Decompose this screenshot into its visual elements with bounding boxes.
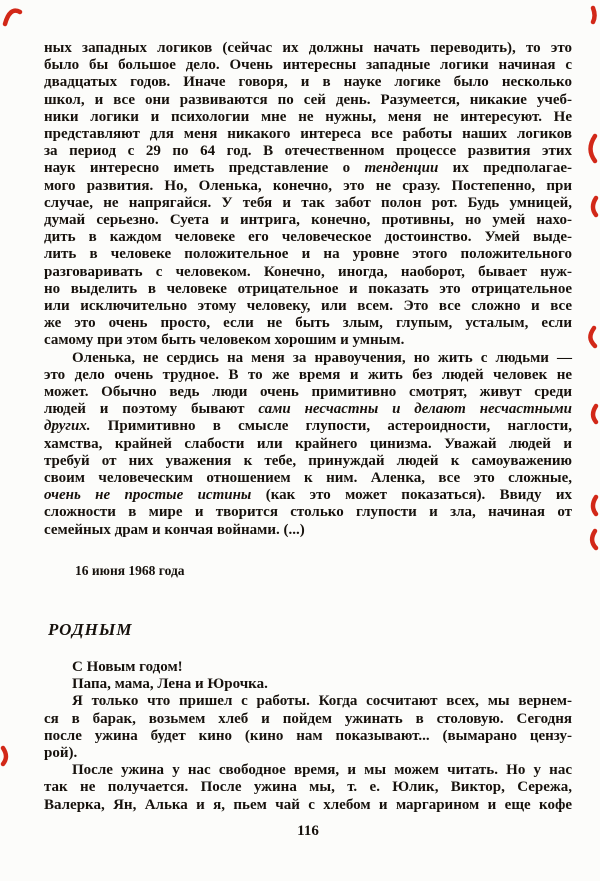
text-line: сложности в мире и творится столько глупости и зла, начиная от <box>44 504 572 521</box>
right-mark-3-red-mark <box>590 328 595 346</box>
text-line: это дело очень трудное. В то же время и жить без людей человек не <box>44 366 572 383</box>
text-line: людей и поэтому бывают сами несчастны и делают несчастными <box>44 401 572 418</box>
text-line: очень не простые истины (как это может показаться). Ввиду их <box>44 487 572 504</box>
right-mark-4-red-mark <box>593 406 596 422</box>
text-line: представляют для меня никакого интереса все работы наших логиков <box>44 126 572 143</box>
text-line: школ, и все они развиваются по сей день. Разумеется, никакие учеб- <box>44 91 572 108</box>
text-line: С Новым годом! <box>72 659 183 675</box>
italic-phrase: тенденции <box>364 160 439 177</box>
text-line: ных западных логиков (сейчас их должны начать переводить), то это <box>44 40 572 56</box>
italic-phrase: очень не простые истины <box>44 487 252 504</box>
italic-phrase: других. <box>44 418 91 435</box>
text-line: думай серьезно. Суета и интрига, конечно, противны, но умей нахо- <box>44 212 572 229</box>
text-line: же это очень просто, если не быть злым, глупым, усталым, если <box>44 315 572 332</box>
right-mark-6-red-mark <box>592 531 596 548</box>
page-number: 116 <box>297 823 319 839</box>
text-line: самому при этом быть человеком хорошим и умным. <box>44 332 405 349</box>
top-left-tick-red-mark <box>5 11 20 24</box>
text-line: После ужина у нас свободное время, и мы можем читать. Но у нас <box>72 762 572 779</box>
text-line: двадцатых годов. Иначе говоря, и в науке логике было несколько <box>44 74 572 91</box>
italic-phrase: сами несчастны и делают несчастными <box>258 401 572 418</box>
letter-to-family-text <box>44 659 572 814</box>
text-line: требуй от них уважения к тебе, принуждай людей к самоуважению <box>44 452 572 469</box>
text-line: ся в барак, возьмем хлеб и пойдем ужинать в столовую. Сегодня <box>44 710 572 727</box>
right-mark-5-red-mark <box>593 497 596 514</box>
text-line: после ужина будет кино (кино нам показывают... (вымарано цензу- <box>44 727 572 744</box>
text-line: Я только что пришел с работы. Когда сосчитают всех, мы вернем- <box>72 693 572 710</box>
text-line: так не получается. После ужина мы, т. е. Юлик, Виктор, Сережа, <box>44 779 572 796</box>
text-line: ники логики и психологии мне не нужны, меня не интересуют. Не <box>44 108 572 125</box>
top-right-dash-red-mark <box>593 8 595 22</box>
text-line: или исключительно этому человеку, или всем. Это все сложно и все <box>44 298 572 315</box>
text-line: дить в каждом человеке его человеческое достоинство. Умей выде- <box>44 229 572 246</box>
text-line: рой). <box>44 745 78 762</box>
text-line: было бы большое дело. Очень интересны западные логики начиная с <box>44 57 572 74</box>
text-line: Валерка, Ян, Алька и я, пьем чай с хлебом и маргарином и еще кофе <box>44 796 572 813</box>
text-line: мого развития. Но, Оленька, конечно, это не сразу. Постепенно, при <box>44 177 572 194</box>
text-line: разговаривать с человеком. Конечно, иногда, наоборот, бывает нуж- <box>44 263 572 280</box>
text-line: но выделить в человеке отрицательное и показать это отрицательное <box>44 280 572 297</box>
text-line: других. Примитивно в смысле глупости, астероидности, наглости, <box>44 418 572 435</box>
text-line: лить в человеке положительное и на уровне этого положительного <box>44 246 572 263</box>
text-line: случае, не напрягайся. У тебя и так забот полон рот. Будь умницей, <box>44 194 572 211</box>
right-mark-1-red-mark <box>591 136 596 161</box>
text-line: семейных драм и кончая войнами. (...) <box>44 521 305 538</box>
text-line: хамства, крайней слабости или крайнего цинизма. Уважай людей и <box>44 435 572 452</box>
text-line: наук интересно иметь представление о тенденции их предполагае- <box>44 160 573 177</box>
text-line: может. Обычно ведь люди очень примитивно смотрят, живут среди <box>44 384 572 401</box>
letter-body-text <box>44 40 572 539</box>
section-heading: РОДНЫМ <box>48 620 133 639</box>
left-mark-1-red-mark <box>3 748 6 764</box>
right-mark-2-red-mark <box>593 198 596 215</box>
text-line: Оленька, не сердись на меня за нравоучения, но жить с людьми — <box>72 349 572 366</box>
text-line: своим человеческим отношением к ним. Аленка, все это сложные, <box>44 470 572 487</box>
text-line: за период с 29 по 64 год. В отечественном процессе развития этих <box>44 143 572 160</box>
date-line: 16 июня 1968 года <box>75 563 185 578</box>
text-line: Папа, мама, Лена и Юрочка. <box>72 676 268 693</box>
